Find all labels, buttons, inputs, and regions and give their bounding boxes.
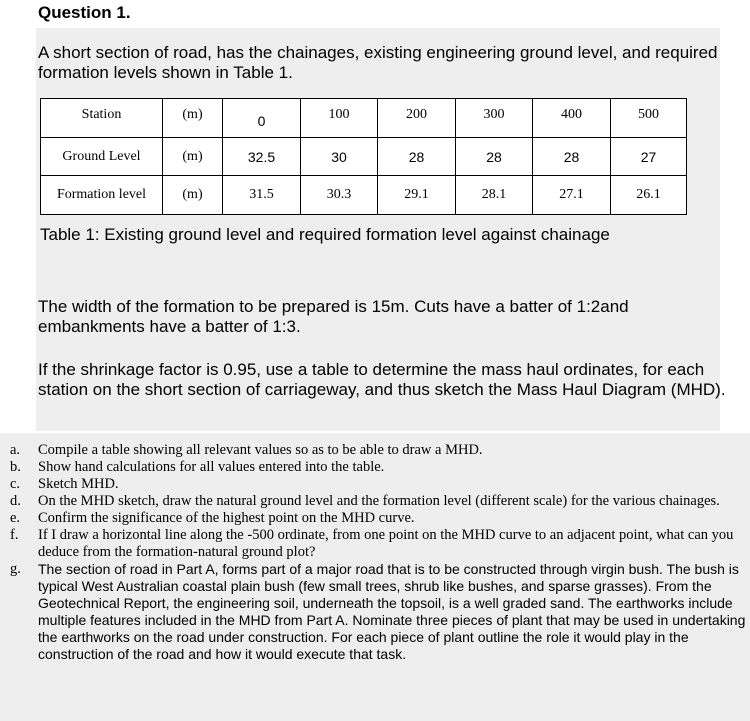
- table-cell: 29.1: [378, 176, 456, 215]
- list-item: [10, 476, 748, 493]
- list-item: [10, 459, 748, 476]
- list-marker: g.: [10, 561, 21, 577]
- table-cell: 30.3: [301, 176, 378, 215]
- list-item-text: Show hand calculations for all values entered into the table.: [38, 459, 385, 475]
- table-cell: 30: [301, 138, 378, 176]
- table-cell: 31.5: [223, 176, 301, 215]
- table-cell: 200: [378, 99, 456, 138]
- table-cell: 300: [456, 99, 533, 138]
- list-item: [10, 442, 748, 459]
- list-item-text: Sketch MHD.: [38, 476, 119, 492]
- table-cell: 28: [378, 138, 456, 176]
- table-cell: 28: [533, 138, 611, 176]
- table-cell: 0: [223, 99, 301, 138]
- list-item: [10, 493, 748, 510]
- list-item: [10, 561, 748, 663]
- table-cell: 32.5: [223, 138, 301, 176]
- list-marker: c.: [10, 476, 21, 492]
- list-marker: b.: [10, 459, 21, 475]
- row-unit: (m): [163, 138, 223, 176]
- levels-table: [40, 98, 687, 215]
- table-cell: 100: [301, 99, 378, 138]
- row-label: Station: [41, 99, 163, 138]
- table-cell: 27: [611, 138, 687, 176]
- row-unit: (m): [163, 99, 223, 138]
- formation-width-paragraph: The width of the formation to be prepared is 15m. Cuts have a batter of 1:2and embankments have a batter of 1:3.: [38, 297, 629, 336]
- table-row-station: [41, 99, 687, 138]
- row-label: Ground Level: [41, 138, 163, 176]
- question-title: Question 1.: [38, 3, 131, 22]
- list-item: [10, 510, 748, 527]
- row-label: Formation level: [41, 176, 163, 215]
- list-marker: a.: [10, 442, 21, 458]
- table-caption: Table 1: Existing ground level and required formation level against chainage: [40, 225, 610, 244]
- table-cell: 26.1: [611, 176, 687, 215]
- table-cell: 500: [611, 99, 687, 138]
- table-cell: 28: [456, 138, 533, 176]
- list-item-text: On the MHD sketch, draw the natural ground level and the formation level (different scale) for the various chainages.: [38, 493, 720, 509]
- list-item-text: Compile a table showing all relevant values so as to be able to draw a MHD.: [38, 442, 483, 458]
- list-marker: f.: [10, 527, 19, 543]
- list-item-text: If I draw a horizontal line along the -500 ordinate, from one point on the MHD curve to an adjacent point, what can you deduce from the formation-natural ground plot?: [38, 527, 734, 560]
- row-unit: (m): [163, 176, 223, 215]
- shrinkage-paragraph: If the shrinkage factor is 0.95, use a table to determine the mass haul ordinates, for each station on the short section of carriageway, and thus sketch the Mass Haul Diagram (MHD).: [38, 360, 726, 399]
- list-item-text: The section of road in Part A, forms part of a major road that is to be constructed through virgin bush. The bush is typical West Australian coastal plain bush (few small trees, shrub like bushes, and sparse grasses). From the Geotechnical Report, the engineering soil, underneath the topsoil, is a well graded sand. The earthworks include multiple features included in the MHD from Part A. Nominate three pieces of plant that may be used in undertaking the earthworks on the road under construction. For each piece of plant outline the role it would play in the construction of the road and how it would execute that task.: [38, 561, 746, 662]
- list-item: [10, 527, 748, 561]
- question-intro: A short section of road, has the chainages, existing engineering ground level, and required formation levels shown in Table 1.: [38, 43, 718, 82]
- table-cell: 27.1: [533, 176, 611, 215]
- table-row-formation-level: [41, 176, 687, 215]
- list-marker: d.: [10, 493, 21, 509]
- list-item-text: Confirm the significance of the highest point on the MHD curve.: [38, 510, 415, 526]
- table-cell: 400: [533, 99, 611, 138]
- table-row-ground-level: [41, 138, 687, 176]
- list-marker: e.: [10, 510, 21, 526]
- table-cell: 28.1: [456, 176, 533, 215]
- task-list: [10, 442, 748, 663]
